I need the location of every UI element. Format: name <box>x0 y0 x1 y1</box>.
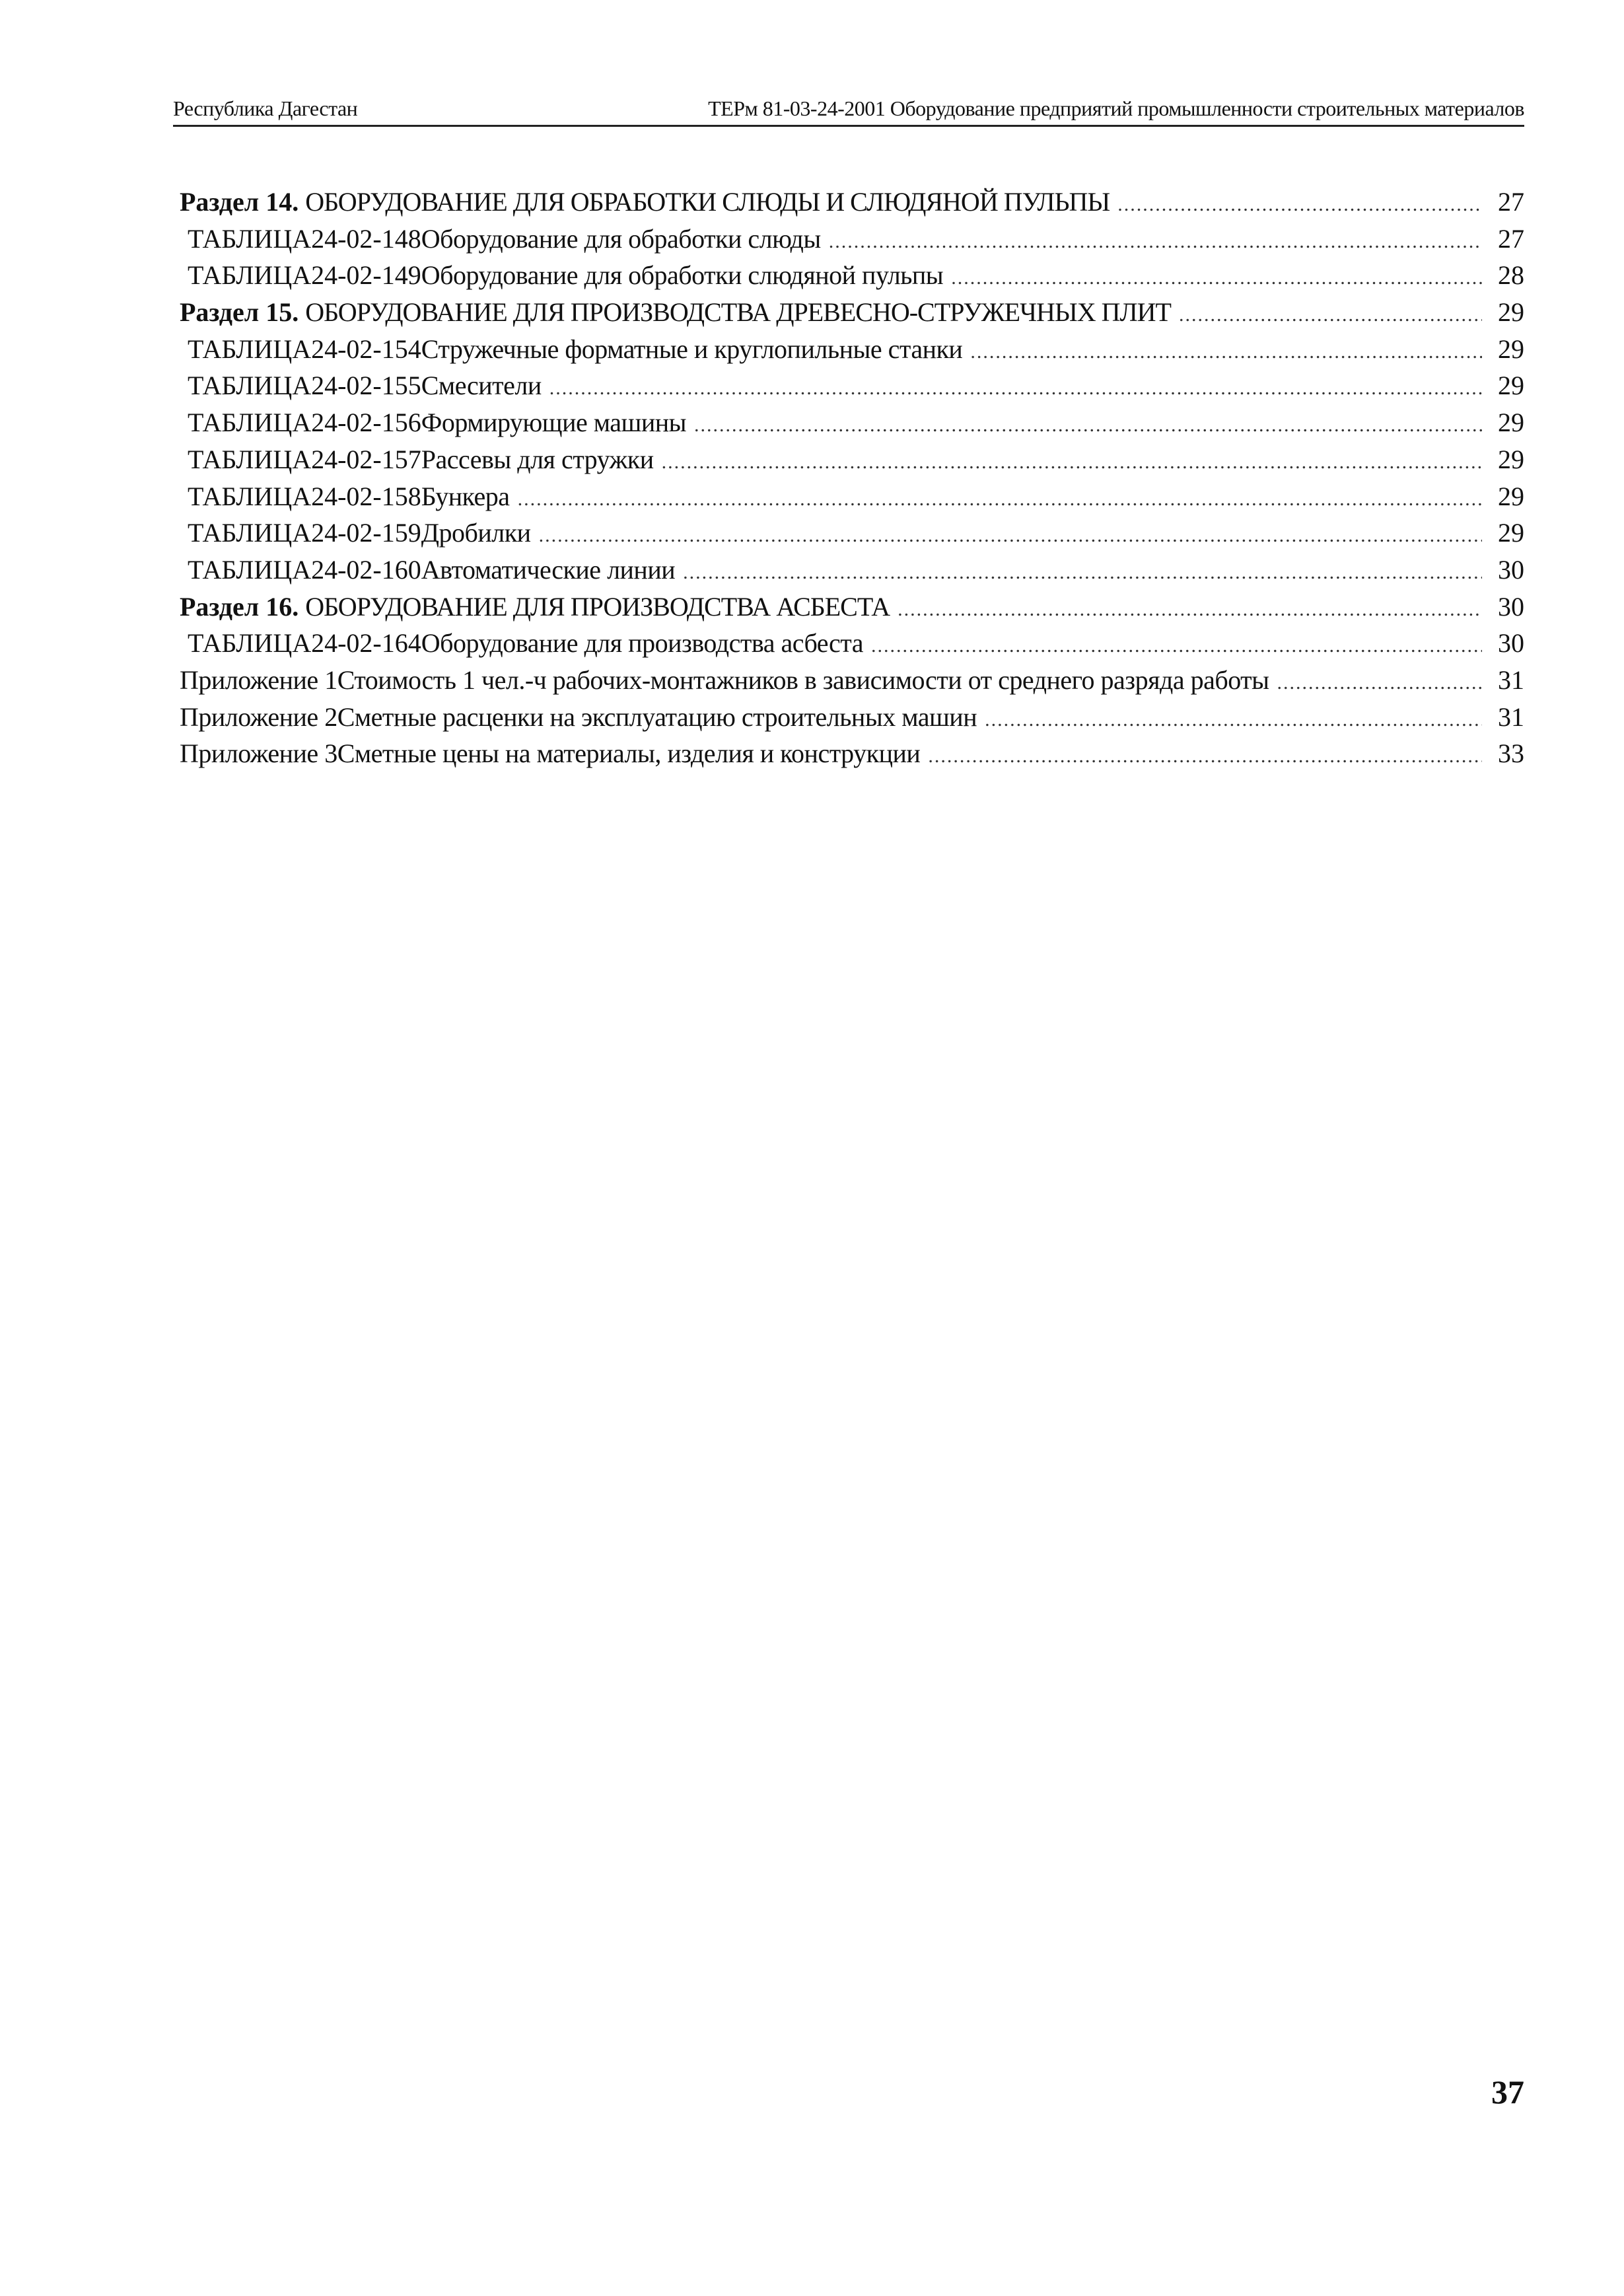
toc-table-entry[interactable] <box>180 407 1524 444</box>
dot-leader <box>951 267 1482 289</box>
page-number: 29 <box>1498 408 1524 438</box>
table-title: Формирующие машины <box>421 408 687 438</box>
dot-leader <box>829 231 1482 253</box>
dot-leader <box>694 414 1482 437</box>
appendix-label: Приложение 1 <box>180 664 337 695</box>
page-number: 29 <box>1498 481 1524 511</box>
table-code: 24-02-156 <box>311 408 421 438</box>
table-of-contents <box>180 186 1524 775</box>
table-code: 24-02-157 <box>311 444 421 474</box>
section-title: ОБОРУДОВАНИЕ ДЛЯ ПРОИЗВОДСТВА АСБЕСТА <box>305 591 890 622</box>
dot-leader <box>662 451 1482 474</box>
dot-leader <box>549 377 1482 400</box>
dot-leader <box>1117 194 1482 216</box>
table-title: Оборудование для обработки слюды <box>421 223 821 254</box>
appendix-title: Сметные цены на материалы, изделия и конструкции <box>337 738 921 769</box>
toc-table-entry[interactable] <box>180 444 1524 481</box>
page-number: 31 <box>1498 664 1524 695</box>
table-code: 24-02-154 <box>311 334 421 364</box>
toc-table-entry[interactable] <box>180 628 1524 664</box>
table-label: ТАБЛИЦА <box>188 518 312 548</box>
table-code: 24-02-148 <box>311 223 421 254</box>
table-label: ТАБЛИЦА <box>188 223 312 254</box>
table-label: ТАБЛИЦА <box>188 481 312 511</box>
toc-appendix-entry[interactable] <box>180 664 1524 701</box>
page-number: 33 <box>1498 738 1524 769</box>
dot-leader <box>683 561 1482 584</box>
header-document-title: ТЕРм 81-03-24-2001 Оборудование предприятий промышленности строительных материалов <box>708 96 1524 120</box>
table-code: 24-02-149 <box>311 260 421 291</box>
dot-leader <box>970 341 1482 363</box>
page-number: 29 <box>1498 297 1524 328</box>
dot-leader <box>518 488 1482 511</box>
page-folio: 37 <box>1491 2073 1524 2110</box>
table-title: Оборудование для производства асбеста <box>421 628 863 659</box>
appendix-label: Приложение 2 <box>180 701 337 732</box>
table-code: 24-02-155 <box>311 371 421 401</box>
table-code: 24-02-164 <box>311 628 421 659</box>
dot-leader <box>898 598 1482 621</box>
appendix-title: Стоимость 1 чел.-ч рабочих-монтажников в зависимости от среднего разряда работы <box>337 664 1269 695</box>
toc-table-entry[interactable] <box>180 370 1524 407</box>
table-code: 24-02-160 <box>311 554 421 585</box>
appendix-label: Приложение 3 <box>180 738 337 769</box>
toc-section-entry[interactable] <box>180 186 1524 223</box>
toc-table-entry[interactable] <box>180 223 1524 260</box>
table-title: Автоматические линии <box>421 554 676 585</box>
page-number: 29 <box>1498 334 1524 364</box>
toc-table-entry[interactable] <box>180 334 1524 371</box>
toc-section-entry[interactable] <box>180 297 1524 334</box>
table-label: ТАБЛИЦА <box>188 444 312 474</box>
dot-leader <box>539 524 1482 547</box>
table-title: Стружечные форматные и круглопильные станки <box>421 334 963 364</box>
page-number: 30 <box>1498 628 1524 659</box>
dot-leader <box>871 635 1482 657</box>
table-label: ТАБЛИЦА <box>188 334 312 364</box>
header-region: Республика Дагестан <box>173 96 358 120</box>
section-title: ОБОРУДОВАНИЕ ДЛЯ ОБРАБОТКИ СЛЮДЫ И СЛЮДЯНОЙ ПУЛЬПЫ <box>305 187 1110 217</box>
toc-table-entry[interactable] <box>180 554 1524 591</box>
table-label: ТАБЛИЦА <box>188 628 312 659</box>
page-number: 27 <box>1498 187 1524 217</box>
section-title: ОБОРУДОВАНИЕ ДЛЯ ПРОИЗВОДСТВА ДРЕВЕСНО-СТРУЖЕЧНЫХ ПЛИТ <box>305 297 1171 328</box>
page-number: 29 <box>1498 518 1524 548</box>
table-title: Смесители <box>421 371 542 401</box>
table-title: Оборудование для обработки слюдяной пульпы <box>421 260 944 291</box>
toc-table-entry[interactable] <box>180 517 1524 554</box>
section-prefix: Раздел 14. <box>180 187 299 217</box>
table-title: Дробилки <box>421 518 531 548</box>
section-prefix: Раздел 15. <box>180 297 299 328</box>
running-header <box>173 91 1524 127</box>
toc-table-entry[interactable] <box>180 260 1524 297</box>
table-title: Бункера <box>421 481 510 511</box>
toc-section-entry[interactable] <box>180 591 1524 628</box>
dot-leader <box>1179 304 1482 326</box>
page-number: 31 <box>1498 701 1524 732</box>
table-title: Рассевы для стружки <box>421 444 654 474</box>
toc-appendix-entry[interactable] <box>180 701 1524 738</box>
table-label: ТАБЛИЦА <box>188 260 312 291</box>
table-label: ТАБЛИЦА <box>188 554 312 585</box>
page-number: 30 <box>1498 591 1524 622</box>
table-code: 24-02-158 <box>311 481 421 511</box>
page-number: 27 <box>1498 223 1524 254</box>
toc-table-entry[interactable] <box>180 481 1524 518</box>
dot-leader <box>1277 672 1482 694</box>
appendix-title: Сметные расценки на эксплуатацию строительных машин <box>337 701 977 732</box>
dot-leader <box>985 709 1482 731</box>
page-number: 29 <box>1498 371 1524 401</box>
page-number: 30 <box>1498 554 1524 585</box>
dot-leader <box>928 745 1482 768</box>
page-number: 29 <box>1498 444 1524 474</box>
table-label: ТАБЛИЦА <box>188 371 312 401</box>
section-prefix: Раздел 16. <box>180 591 299 622</box>
page-number: 28 <box>1498 260 1524 291</box>
toc-appendix-entry[interactable] <box>180 738 1524 775</box>
table-label: ТАБЛИЦА <box>188 408 312 438</box>
table-code: 24-02-159 <box>311 518 421 548</box>
